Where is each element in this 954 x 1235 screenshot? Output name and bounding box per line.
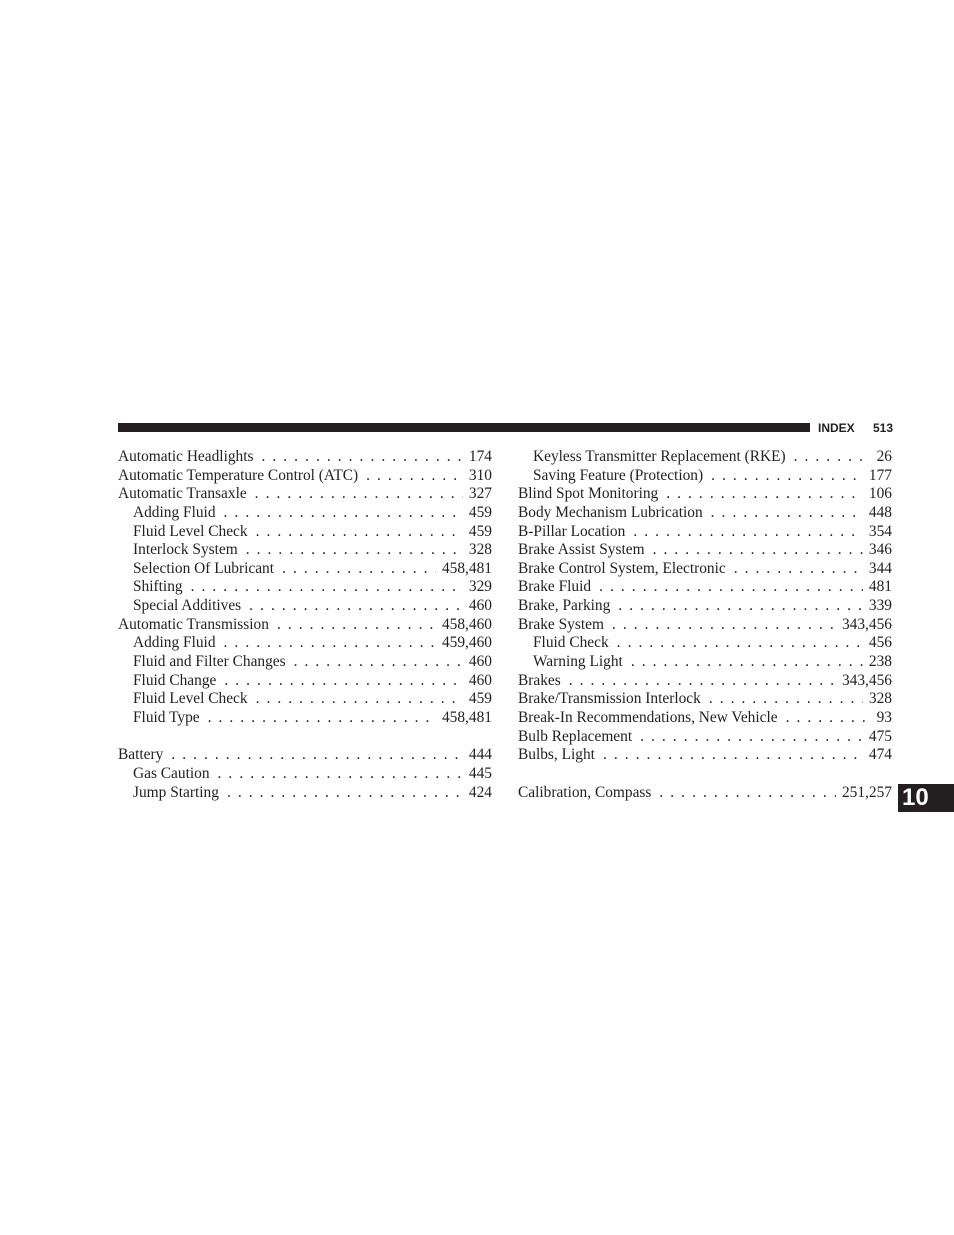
index-entry xyxy=(518,504,892,523)
dot-leader xyxy=(171,746,463,765)
entry-term: Bulb Replacement xyxy=(518,727,633,745)
dot-leader xyxy=(599,578,863,597)
index-subentry xyxy=(118,765,492,784)
entry-term: Selection Of Lubricant xyxy=(133,559,275,577)
entry-page: 424 xyxy=(468,783,492,801)
entry-term: Break-In Recommendations, New Vehicle xyxy=(518,708,778,726)
index-subentry xyxy=(518,467,892,486)
entry-term: Saving Feature (Protection) xyxy=(533,466,704,484)
dot-leader xyxy=(255,485,463,504)
entry-term: Automatic Transaxle xyxy=(118,485,247,503)
entry-term: Interlock System xyxy=(133,541,238,559)
entry-page: 459 xyxy=(468,503,492,521)
dot-leader xyxy=(569,672,836,691)
entry-term: Adding Fluid xyxy=(133,503,216,521)
entry-term: Warning Light xyxy=(533,653,623,671)
entry-page: 343,456 xyxy=(841,615,892,633)
dot-leader xyxy=(366,467,463,486)
index-subentry xyxy=(118,541,492,560)
entry-spacer xyxy=(118,728,492,747)
dot-leader xyxy=(603,746,863,765)
entry-page: 445 xyxy=(468,764,492,782)
entry-page: 346 xyxy=(868,541,892,559)
index-entry xyxy=(518,746,892,765)
entry-page: 93 xyxy=(876,708,892,726)
entry-term: Fluid Level Check xyxy=(133,690,248,708)
entry-page: 251,257 xyxy=(841,783,892,801)
index-entry xyxy=(118,448,492,467)
entry-page: 481 xyxy=(868,578,892,596)
entry-page: 456 xyxy=(868,634,892,652)
entry-page: 460 xyxy=(468,597,492,615)
entry-term: Brakes xyxy=(518,671,561,689)
dot-leader xyxy=(218,765,463,784)
entry-page: 448 xyxy=(868,503,892,521)
entry-term: Fluid Check xyxy=(533,634,609,652)
index-subentry xyxy=(118,578,492,597)
entry-page: 474 xyxy=(868,746,892,764)
dot-leader xyxy=(659,784,836,803)
index-entry xyxy=(118,746,492,765)
entry-term: Brake, Parking xyxy=(518,597,611,615)
dot-leader xyxy=(666,485,863,504)
dot-leader xyxy=(256,523,463,542)
entry-page: 328 xyxy=(868,690,892,708)
dot-leader xyxy=(262,448,463,467)
index-entry xyxy=(518,672,892,691)
dot-leader xyxy=(653,541,863,560)
entry-page: 343,456 xyxy=(841,671,892,689)
index-entry xyxy=(518,616,892,635)
dot-leader xyxy=(224,504,463,523)
index-column-left xyxy=(118,448,492,802)
dot-leader xyxy=(294,653,463,672)
dot-leader xyxy=(711,504,863,523)
entry-page: 26 xyxy=(876,448,892,465)
entry-page: 339 xyxy=(868,597,892,615)
index-subentry xyxy=(518,634,892,653)
entry-term: Fluid Level Check xyxy=(133,522,248,540)
entry-term: Brake Fluid xyxy=(518,578,592,596)
entry-term: Shifting xyxy=(133,578,183,596)
entry-term: Brake/Transmission Interlock xyxy=(518,690,701,708)
dot-leader xyxy=(711,467,863,486)
entry-page: 106 xyxy=(868,485,892,503)
entry-page: 327 xyxy=(468,485,492,503)
index-entry xyxy=(518,560,892,579)
entry-term: Brake Control System, Electronic xyxy=(518,559,726,577)
index-column-right xyxy=(518,448,892,802)
dot-leader xyxy=(227,784,463,803)
entry-term: Fluid Type xyxy=(133,708,200,726)
entry-term: Brake System xyxy=(518,615,604,633)
index-subentry xyxy=(118,504,492,523)
index-entry xyxy=(518,485,892,504)
entry-term: Fluid and Filter Changes xyxy=(133,653,286,671)
index-entry xyxy=(518,523,892,542)
index-subentry xyxy=(118,709,492,728)
dot-leader xyxy=(224,672,463,691)
dot-leader xyxy=(208,709,436,728)
index-subentry xyxy=(518,653,892,672)
entry-term: Battery xyxy=(118,746,164,764)
index-subentry xyxy=(118,523,492,542)
entry-term: Automatic Headlights xyxy=(118,448,254,465)
running-header xyxy=(818,420,893,436)
entry-page: 174 xyxy=(468,448,492,465)
entry-term: Special Additives xyxy=(133,597,242,615)
dot-leader xyxy=(224,634,436,653)
index-entry xyxy=(518,578,892,597)
entry-term: Keyless Transmitter Replacement (RKE) xyxy=(533,448,786,465)
index-subentry xyxy=(118,634,492,653)
dot-leader xyxy=(786,709,871,728)
entry-spacer xyxy=(518,765,892,784)
index-entry xyxy=(518,709,892,728)
index-subentry xyxy=(118,690,492,709)
dot-leader xyxy=(709,690,863,709)
entry-term: Gas Caution xyxy=(133,764,210,782)
dot-leader xyxy=(246,541,463,560)
dot-leader xyxy=(794,448,871,467)
index-entry xyxy=(118,467,492,486)
dot-leader xyxy=(631,653,863,672)
index-entry xyxy=(518,784,892,803)
chapter-tab: 10 xyxy=(898,784,954,812)
index-subentry xyxy=(118,653,492,672)
entry-term: Jump Starting xyxy=(133,783,219,801)
entry-term: Bulbs, Light xyxy=(518,746,595,764)
index-entry xyxy=(518,728,892,747)
dot-leader xyxy=(617,634,863,653)
dot-leader xyxy=(612,616,836,635)
entry-term: Automatic Transmission xyxy=(118,615,269,633)
entry-term: Calibration, Compass xyxy=(518,783,652,801)
dot-leader xyxy=(282,560,436,579)
entry-term: B-Pillar Location xyxy=(518,522,626,540)
entry-page: 460 xyxy=(468,653,492,671)
entry-page: 329 xyxy=(468,578,492,596)
entry-term: Body Mechanism Lubrication xyxy=(518,503,703,521)
dot-leader xyxy=(249,597,463,616)
entry-page: 344 xyxy=(868,559,892,577)
entry-page: 459,460 xyxy=(441,634,492,652)
dot-leader xyxy=(633,523,863,542)
entry-term: Brake Assist System xyxy=(518,541,645,559)
index-subentry xyxy=(118,784,492,803)
entry-term: Automatic Temperature Control (ATC) xyxy=(118,466,359,484)
entry-page: 458,460 xyxy=(441,615,492,633)
entry-page: 310 xyxy=(468,466,492,484)
index-subentry xyxy=(118,597,492,616)
index-entry xyxy=(118,616,492,635)
entry-page: 354 xyxy=(868,522,892,540)
dot-leader xyxy=(640,728,863,747)
index-subentry xyxy=(518,448,892,467)
entry-term: Blind Spot Monitoring xyxy=(518,485,659,503)
index-subentry xyxy=(118,672,492,691)
entry-term: Adding Fluid xyxy=(133,634,216,652)
dot-leader xyxy=(734,560,863,579)
dot-leader xyxy=(277,616,436,635)
index-entry xyxy=(118,485,492,504)
index-entry xyxy=(518,541,892,560)
dot-leader xyxy=(618,597,863,616)
index-entry xyxy=(518,597,892,616)
entry-page: 458,481 xyxy=(441,559,492,577)
entry-page: 328 xyxy=(468,541,492,559)
entry-page: 177 xyxy=(868,466,892,484)
dot-leader xyxy=(256,690,463,709)
entry-page: 459 xyxy=(468,690,492,708)
entry-page: 444 xyxy=(468,746,492,764)
entry-page: 459 xyxy=(468,522,492,540)
entry-page: 475 xyxy=(868,727,892,745)
entry-page: 460 xyxy=(468,671,492,689)
page-number: 513 xyxy=(872,421,893,435)
entry-term: Fluid Change xyxy=(133,671,217,689)
section-title: INDEX xyxy=(818,421,855,435)
entry-page: 458,481 xyxy=(441,708,492,726)
dot-leader xyxy=(191,578,463,597)
entry-page: 238 xyxy=(868,653,892,671)
index-entry xyxy=(518,690,892,709)
header-rule xyxy=(118,423,810,432)
index-subentry xyxy=(118,560,492,579)
